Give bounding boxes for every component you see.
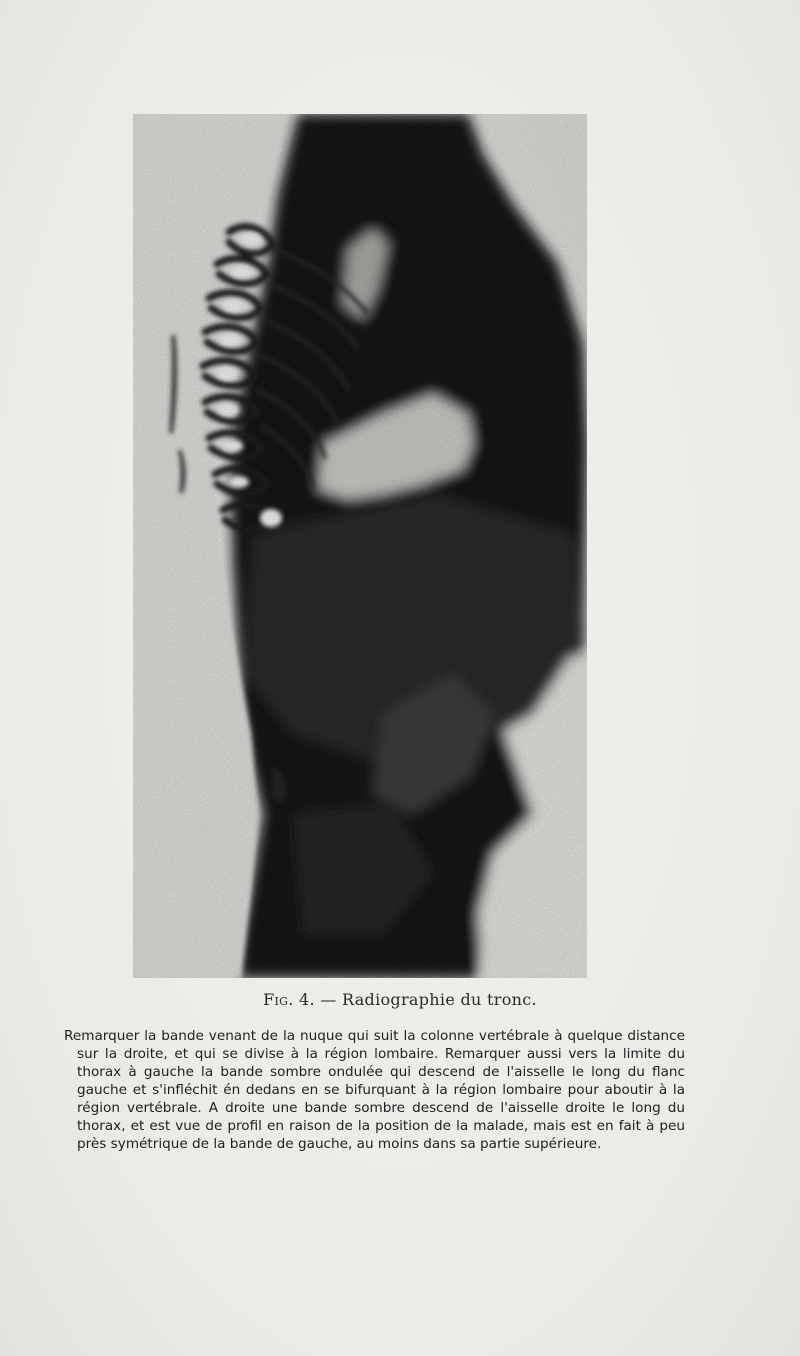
figure-separator: — [320,990,337,1009]
figure-title: Radiographie du tronc. [341,990,537,1009]
figure-caption-text: Remarquer la bande venant de la nuque qui suit la colonne vertébrale à quelque distance sur la droite, et qui se divise à la région lombaire. Remarquer aussi vers la limite du thorax à gauche la bande sombre ondulée qui descend de l'aisselle le long du flanc gauche et s'infléchit én dedans en se bifurquant à la région lombaire pour aboutir à la région vertébrale. A droite une bande sombre descend de l'aisselle droite le long du thorax, et est vue de profil en raison de la position de la malade, mais est en fait à peu près symétrique de la bande de gauche, au moins dans sa partie supérieure. [64,1028,685,1152]
figure-caption-title [0,990,800,1009]
radiograph-image [133,114,587,978]
figure-label: Fig. 4. [263,990,315,1009]
radiograph-plate [133,114,587,978]
